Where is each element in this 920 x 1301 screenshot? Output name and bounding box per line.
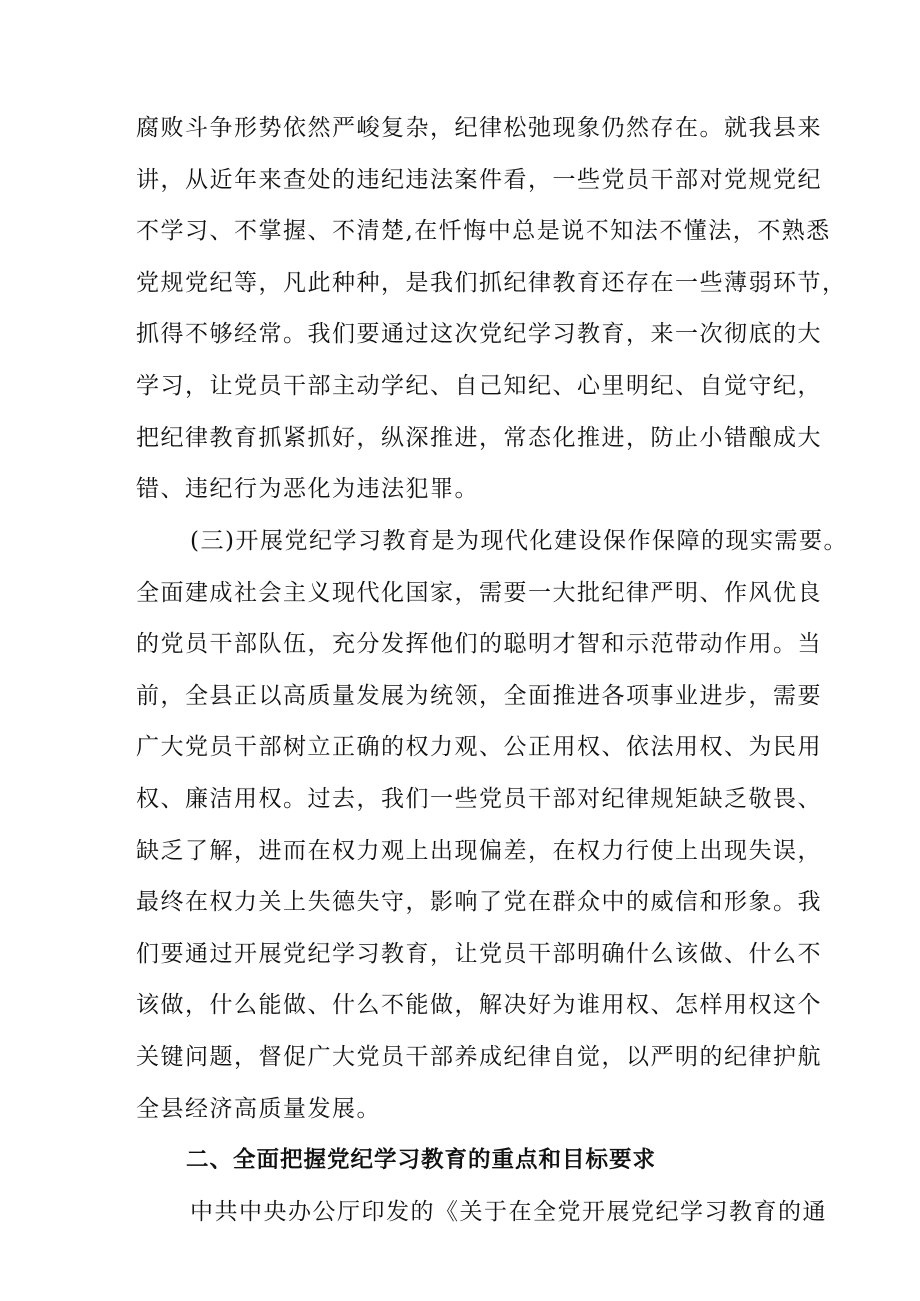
- paragraph-line: 前，全县正以高质量发展为统领，全面推进各项事业进步，需要: [136, 683, 822, 709]
- paragraph-line: 把纪律教育抓紧抓好，纵深推进，常态化推进，防止小错酿成大: [136, 425, 822, 451]
- paragraph-line: 不学习、不掌握、不清楚,在忏悔中总是说不知法不懂法，不熟悉: [136, 218, 831, 244]
- paragraph-line: 学习，让党员干部主动学纪、自己知纪、心里明纪、自觉守纪，: [136, 373, 822, 399]
- paragraph-line: 关键问题，督促广大党员干部养成纪律自觉，以严明的纪律护航: [136, 1044, 822, 1070]
- paragraph-line: 该做，什么能做、什么不能做，解决好为谁用权、怎样用权这个: [136, 992, 822, 1018]
- paragraph-line: 们要通过开展党纪学习教育，让党员干部明确什么该做、什么不: [136, 941, 822, 967]
- paragraph-line: 全县经济高质量发展。: [136, 1096, 381, 1122]
- paragraph-line: 中共中央办公厅印发的《关于在全党开展党纪学习教育的通: [190, 1199, 827, 1225]
- paragraph-line: 权、廉洁用权。过去，我们一些党员干部对纪律规矩缺乏敬畏、: [136, 786, 822, 812]
- paragraph-line: 讲，从近年来查处的违纪违法案件看，一些党员干部对党规党纪: [136, 167, 822, 193]
- paragraph-line: 腐败斗争形势依然严峻复杂，纪律松弛现象仍然存在。就我县来: [136, 115, 822, 141]
- paragraph-line: 抓得不够经常。我们要通过这次党纪学习教育，来一次彻底的大: [136, 321, 822, 347]
- paragraph-line: 错、违纪行为恶化为违法犯罪。: [136, 476, 479, 502]
- paragraph-line: 缺乏了解，进而在权力观上出现偏差，在权力行使上出现失误，: [136, 838, 822, 864]
- section-heading: 二、全面把握党纪学习教育的重点和目标要求: [186, 1147, 657, 1173]
- paragraph-line: 全面建成社会主义现代化国家，需要一大批纪律严明、作风优良: [136, 580, 822, 606]
- paragraph-line: 的党员干部队伍，充分发挥他们的聪明才智和示范带动作用。当: [136, 631, 822, 657]
- paragraph-line: 广大党员干部树立正确的权力观、公正用权、依法用权、为民用: [136, 734, 822, 760]
- section-subheading: (三)开展党纪学习教育是为现代化建设保作保障的现实需要。: [190, 528, 848, 554]
- paragraph-line: 党规党纪等，凡此种种，是我们抓纪律教育还存在一些薄弱环节，: [136, 270, 847, 296]
- paragraph-line: 最终在权力关上失德失守，影响了党在群众中的威信和形象。我: [136, 889, 822, 915]
